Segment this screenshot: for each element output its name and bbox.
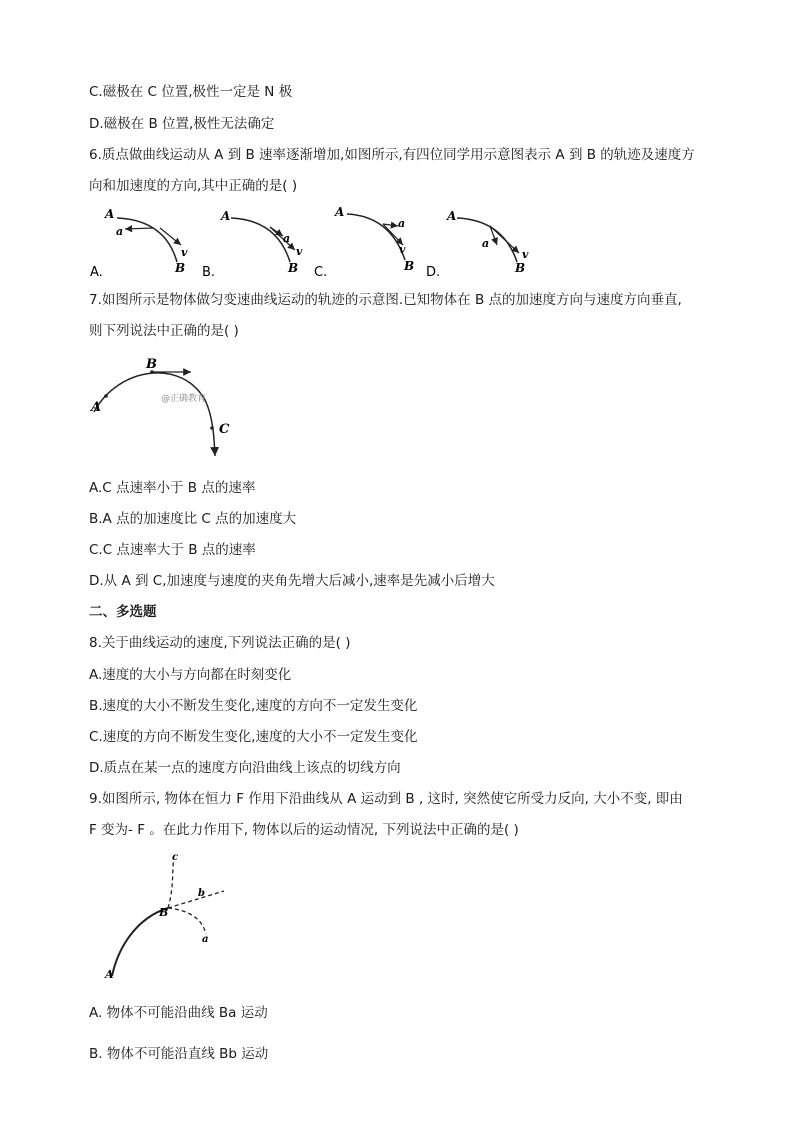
q8-stem: 8.关于曲线运动的速度,下列说法正确的是( ) [89,635,351,651]
q9-label-c: c [172,852,179,863]
q6-c-vec-v: v [399,243,406,256]
q6-stem-line1: 6.质点做曲线运动从 A 到 B 速率逐渐增加,如图所示,有四位同学用示意图表示 A 到 B 的轨迹及速度方 [89,147,695,163]
q6-a-point-a: A [105,207,115,221]
q6-figure-d [426,209,529,280]
q8-option-a: A.速度的大小与方向都在时刻变化 [89,667,292,683]
q9-stem-line2: F 变为- F 。在此力作用下, 物体以后的运动情况, 下列说法中正确的是( ) [89,822,519,838]
q7-watermark: @正确教育 [161,394,207,404]
q6-figure-c [314,205,414,280]
q6-option-a-label: A. [90,265,103,280]
q6-option-d-label: D. [426,265,441,280]
q7-point-c: C [219,422,230,437]
q7-point-a: A [91,400,102,415]
q6-figure-a [90,207,188,280]
q6-option-c-label: C. [314,265,328,280]
q9-stem-line1: 9.如图所示, 物体在恒力 F 作用下沿曲线从 A 运动到 B , 这时, 突然使它所受力反向, 大小不变, 即由 [89,791,683,807]
q6-stem-line2: 向和加速度的方向,其中正确的是( ) [89,178,298,194]
q7-option-b: B.A 点的加速度比 C 点的加速度大 [89,511,297,527]
q9-option-a: A. 物体不可能沿曲线 Ba 运动 [89,1005,268,1021]
q6-d-point-a: A [447,209,457,223]
q6-figure-b [202,209,303,280]
q7-option-c: C.C 点速率大于 B 点的速率 [89,542,256,558]
q6-d-vec-a: a [482,237,490,250]
q6-b-vec-a: a [283,232,291,245]
q6-d-point-b: B [515,261,526,275]
q8-option-c: C.速度的方向不断发生变化,速度的大小不一定发生变化 [89,729,418,745]
q6-a-point-b: B [175,261,186,275]
q6-b-point-b: B [288,261,299,275]
q6-figures [85,200,545,282]
q7-stem-line1: 7.如图所示是物体做匀变速曲线运动的轨迹的示意图.已知物体在 B 点的加速度方向与速度方向垂直, [89,292,682,308]
section-title-multiple-choice: 二、多选题 [89,604,157,620]
q6-c-point-b: B [404,259,415,273]
q7-trajectory-figure [88,352,248,467]
q8-option-b: B.速度的大小不断发生变化,速度的方向不一定发生变化 [89,698,418,714]
prev-option-d: D.磁极在 B 位置,极性无法确定 [89,116,275,132]
q6-b-point-a: A [221,209,231,223]
q7-point-b: B [146,357,157,372]
q6-option-b-label: B. [202,265,216,280]
q9-point-a-upper: A [105,968,114,981]
q6-c-vec-a: a [398,217,406,230]
q9-option-b: B. 物体不可能沿直线 Bb 运动 [89,1046,269,1062]
q9-point-b-upper: B [159,906,169,919]
q7-stem-line2: 则下列说法中正确的是( ) [89,323,239,339]
prev-option-c: C.磁极在 C 位置,极性一定是 N 极 [89,84,293,100]
q9-trajectory-figure [98,848,238,988]
q6-c-point-a: A [335,205,345,219]
q8-option-d: D.质点在某一点的速度方向沿曲线上该点的切线方向 [89,760,401,776]
q7-option-a: A.C 点速率小于 B 点的速率 [89,480,256,496]
q6-b-vec-v: v [296,245,303,258]
q6-d-vec-v: v [522,248,529,261]
q6-a-vec-v: v [181,246,188,259]
q9-label-a: a [202,934,209,945]
q7-option-d: D.从 A 到 C,加速度与速度的夹角先增大后减小,速率是先减小后增大 [89,573,495,589]
q6-a-vec-a: a [116,225,124,238]
q9-label-b: b [198,888,205,899]
